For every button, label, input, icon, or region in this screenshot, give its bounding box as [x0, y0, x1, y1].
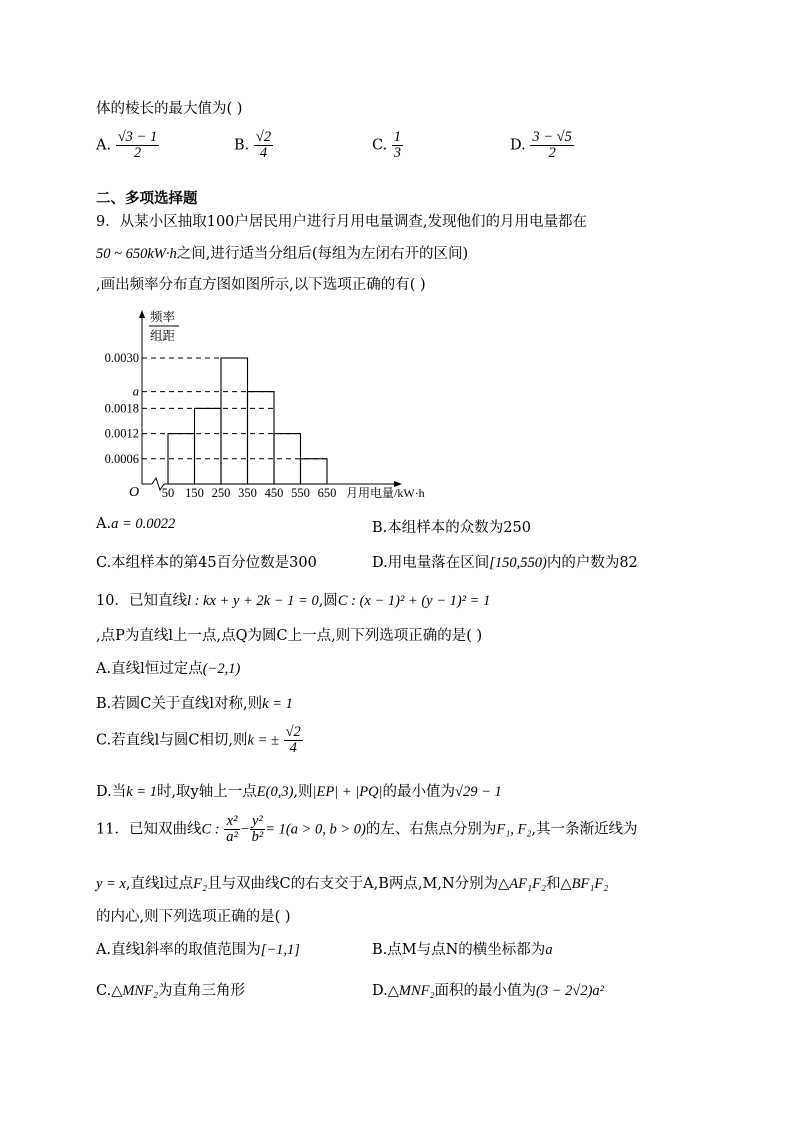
q10-option-d: D.当k = 1时,取y轴上一点E(0,3),则|EP| + |PQ|的最小值为√29 − 1 — [96, 784, 502, 800]
y-tick-label: 0.0006 — [104, 451, 139, 466]
x-tick-label: 350 — [238, 486, 257, 500]
q11-stem-line2: y = x,直线l过点F₂且与双曲线C的右支交于A,B两点,M,N分别为△AF₁F₂和△BF₁F₂ — [96, 876, 609, 892]
q8-option-d: D. $\frac{3 - √5}{2}$ — [510, 129, 572, 162]
q9-stem-line3: ,画出频率分布直方图如图所示,以下选项正确的有( ) — [96, 277, 426, 293]
q11-option-b: B.点M与点N的横坐标都为a — [372, 942, 553, 958]
q11-option-d: D.△MNF₂面积的最小值为(3 − 2√2)a² — [372, 983, 605, 999]
x-tick-label: 650 — [317, 486, 337, 500]
q11-option-c: C.△MNF₂为直角三角形 — [96, 983, 245, 999]
q11-stem-line1: 11．已知双曲线C : $\frac{\text{x²}}{\text{a²}}$ − $\frac{\text{y²}}{\text{b²}}$ = 1(a > 0, b > 0)的左、右焦点分别为F₁, F₂,其一条渐近线为 — [96, 813, 638, 846]
y-tick-label: 0.0030 — [104, 351, 139, 365]
x-tick-label: 450 — [264, 486, 284, 500]
q10-option-c: C.若直线l与圆C相切,则k = ± $\frac{√2}{4}$ — [96, 724, 301, 757]
q10-option-b: B.若圆C关于直线l对称,则k = 1 — [96, 696, 293, 712]
histogram-bar-2 — [221, 358, 248, 484]
q9-option-d: D.用电量落在区间[150,550)内的户数为82 — [372, 555, 638, 571]
y-axis-title-top: 频率 — [150, 310, 176, 324]
q8-option-a: A. $\frac{√3 - 1}{2}$ — [96, 129, 158, 162]
q10-option-a: A.直线l恒过定点(−2,1) — [96, 661, 241, 677]
x-tick-labels — [162, 486, 337, 500]
frequency-histogram — [96, 306, 456, 506]
section-title: 二、多项选择题 — [96, 190, 198, 207]
x-tick-label: 50 — [161, 486, 175, 500]
y-tick-label: a — [132, 384, 139, 399]
histogram-bar-3 — [248, 392, 275, 484]
x-axis-title: 月用电量/kW·h — [346, 486, 425, 500]
q8-stem-tail: 体的棱长的最大值为( ) — [96, 101, 243, 117]
q10-stem-line1: 10．已知直线l : kx + y + 2k − 1 = 0,圆C : (x − 1)² + (y − 1)² = 1 — [96, 593, 491, 609]
y-axis-title-bottom: 组距 — [150, 329, 176, 343]
y-tick-label: 0.0012 — [104, 426, 139, 441]
q8-option-c: C. $\frac{1}{3}$ — [372, 129, 402, 162]
q10-stem-line2: ,点P为直线l上一点,点Q为圆C上一点,则下列选项正确的是( ) — [96, 628, 483, 644]
q9-option-c: C.本组样本的第45百分位数是300 — [96, 555, 317, 571]
q8-option-b: B. $\frac{√2}{4}$ — [234, 129, 272, 162]
q9-stem-line2: 50 ~ 650kW·h之间,进行适当分组后(每组为左闭右开的区间) — [96, 246, 469, 262]
histogram-bar-1 — [195, 408, 222, 484]
q11-option-a: A.直线l斜率的取值范围为[−1,1] — [96, 942, 300, 958]
q9-option-b: B.本组样本的众数为250 — [372, 520, 531, 536]
histogram-bar-5 — [301, 459, 328, 484]
q9-option-a: A.a = 0.0022 — [96, 516, 176, 532]
x-tick-label: 250 — [211, 486, 231, 500]
origin-label: O — [129, 485, 140, 500]
x-tick-label: 150 — [185, 486, 204, 500]
y-axis-arrow — [139, 310, 145, 318]
x-tick-label: 550 — [291, 486, 310, 500]
q9-stem-line1: 9．从某小区抽取100户居民用户进行月用电量调查,发现他们的月用电量都在 — [96, 214, 588, 230]
dashed-guides — [142, 358, 327, 459]
q11-stem-line3: 的内心,则下列选项正确的是( ) — [96, 909, 291, 925]
bars — [168, 358, 327, 484]
y-tick-labels — [105, 351, 139, 466]
y-tick-label: 0.0018 — [104, 401, 139, 416]
